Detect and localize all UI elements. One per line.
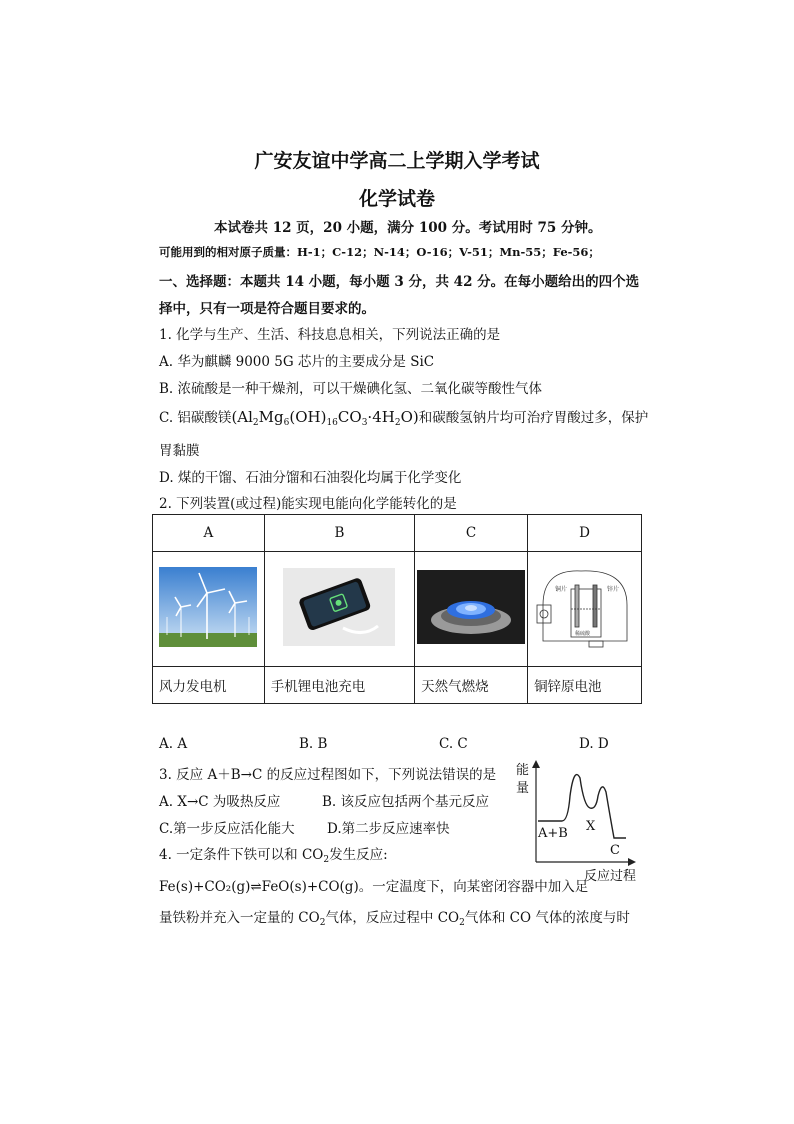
graph-ylabel-1: 能	[516, 763, 530, 778]
page-title: 广安友谊中学高二上学期入学考试	[254, 150, 540, 172]
atomic-masses: 可能用到的相对原子质量：H-1；C-12；N-14；O-16；V-51；Mn-55；Fe-56；	[159, 245, 600, 259]
q2-caption-a: 风力发电机	[153, 667, 265, 704]
wind-turbine-image	[159, 567, 257, 647]
q4-stem: 4. 一定条件下铁可以和 $CO_2$发生反应:	[159, 847, 388, 865]
q1-option-c-pre: C. 铝碳酸镁	[159, 410, 232, 426]
graph-xlabel: 反应过程	[584, 869, 637, 884]
phone-charging-image	[283, 568, 395, 646]
q2-option-b: B. B	[299, 736, 328, 752]
section-heading-line2: 择中，只有一项是符合题目要求的。	[159, 301, 375, 317]
q2-header-a: A	[153, 515, 265, 552]
q4-equation-line: Fe(s)+CO₂(g)⇌FeO(s)+CO(g)。一定温度下，向某密闭容器中加入足	[159, 879, 589, 895]
q4-line3-a: 量铁粉并充入一定量的 CO	[159, 910, 320, 926]
q1-stem: 1. 化学与生产、生活、科技息息相关，下列说法正确的是	[159, 327, 501, 343]
q1-option-c	[159, 406, 648, 426]
graph-start-label: A+B	[538, 826, 568, 841]
q1-option-d: D. 煤的干馏、石油分馏和石油裂化均属于化学变化	[159, 470, 462, 486]
q2-stem: 2. 下列装置(或过程)能实现电能向化学能转化的是	[159, 496, 457, 512]
q2-table	[152, 514, 642, 704]
copper-label: 铜片	[554, 586, 567, 593]
acid-label: 稀硫酸	[574, 631, 590, 637]
q2-header-d: D	[528, 515, 642, 552]
q4-line3-b: 气体，反应过程中 CO	[325, 910, 460, 926]
q4-stem-post: 发生反应:	[329, 847, 388, 863]
zinc-label: 锌片	[606, 586, 619, 593]
q1-option-a: A. 华为麒麟 9000 5G 芯片的主要成分是 SiC	[159, 354, 435, 370]
q3-stem: 3. 反应 A＋B→C 的反应过程图如下，下列说法错误的是	[159, 767, 497, 783]
q3-option-b: B. 该反应包括两个基元反应	[322, 794, 490, 810]
q2-caption-b: 手机锂电池充电	[264, 667, 414, 704]
q2-option-a: A. A	[159, 736, 188, 752]
copper-zinc-cell-diagram	[531, 565, 639, 649]
q1-option-c-post: 和碳酸氢钠片均可治疗胃酸过多，保护	[418, 410, 649, 426]
q4-line3: 量铁粉并充入一定量的 $CO_2$气体，反应过程中 $CO_2$气体和 CO 气体的浓度与时	[159, 910, 630, 928]
q4-stem-pre: 4. 一定条件下铁可以和 CO	[159, 847, 324, 863]
graph-ylabel-2: 量	[516, 781, 530, 796]
q1-option-b: B. 浓硫酸是一种干燥剂，可以干燥碘化氢、二氧化碳等酸性气体	[159, 381, 543, 397]
exam-info: 本试卷共 12 页，20 小题，满分 100 分。考试用时 75 分钟。	[214, 220, 602, 236]
q3-option-c: C.第一步反应活化能大	[159, 821, 295, 837]
q2-header-b: B	[264, 515, 414, 552]
q2-option-d: D. D	[579, 736, 609, 752]
q2-caption-d: 铜锌原电池	[528, 667, 642, 704]
q2-caption-c: 天然气燃烧	[415, 667, 528, 704]
q1-formula: $(Al_2Mg_6(OH)_{16}CO_3\cdot 4H_2O)$	[231, 408, 419, 428]
section-heading-line1: 一、选择题：本题共 14 小题，每小题 3 分，共 42 分。在每小题给出的四个选	[159, 274, 640, 290]
gas-burner-image	[417, 570, 525, 644]
q1-option-c-cont: 胃黏膜	[159, 443, 200, 459]
graph-mid-label: X	[586, 819, 596, 834]
q2-header-c: C	[415, 515, 528, 552]
q4-line3-c: 气体和 CO 气体的浓度与时	[464, 910, 630, 926]
energy-profile-graph	[510, 756, 650, 886]
q3-option-d: D.第二步反应速率快	[327, 821, 450, 837]
page-subtitle: 化学试卷	[358, 188, 435, 210]
graph-end-label: C	[610, 843, 620, 858]
q2-option-c: C. C	[439, 736, 468, 752]
q3-option-a: A. X→C 为吸热反应	[159, 794, 281, 810]
